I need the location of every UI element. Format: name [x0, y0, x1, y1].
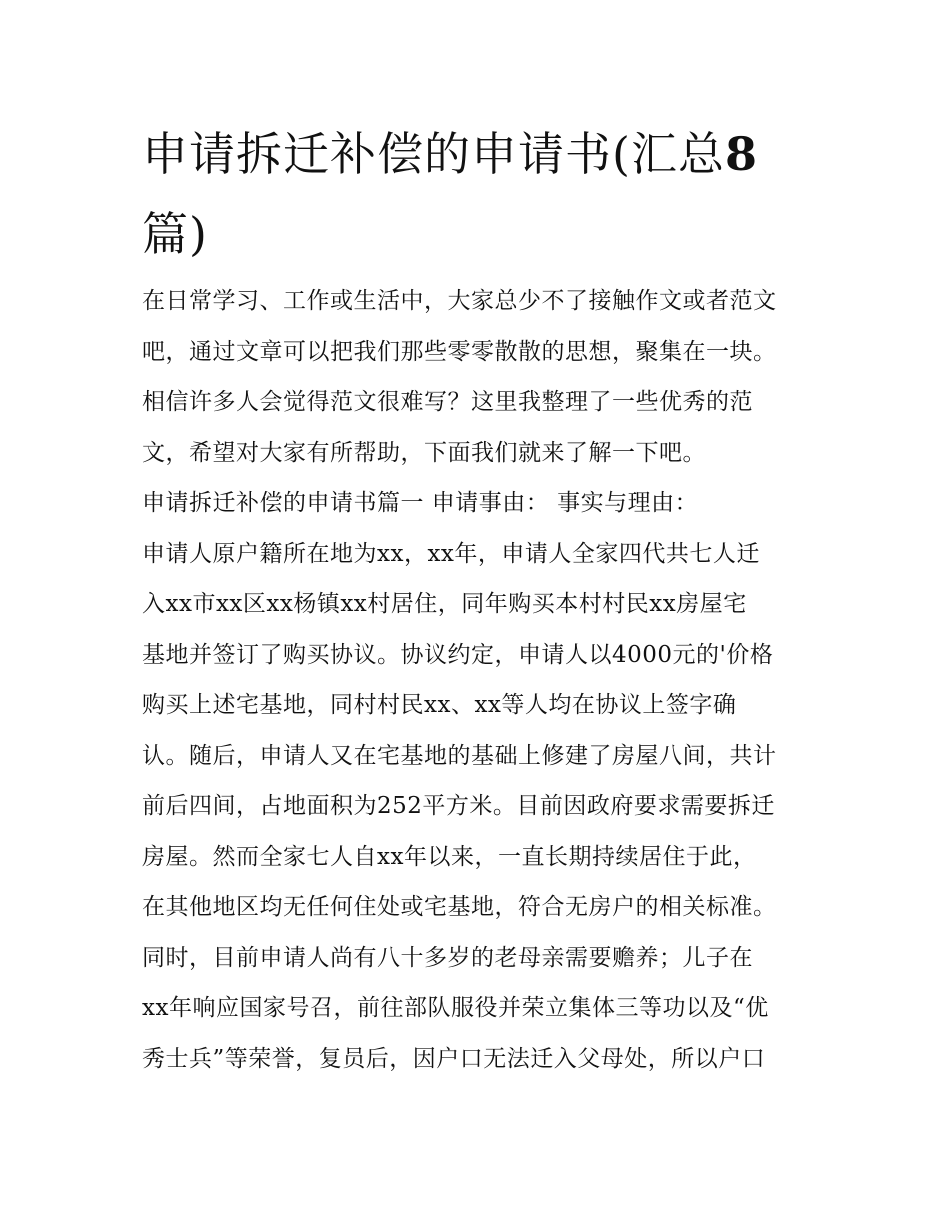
body-line: 在其他地区均无任何住处或宅基地，符合无房户的相关标准。 [142, 894, 777, 920]
body-line: 秀士兵”等荣誉，复员后，因户口无法迁入父母处，所以户口 [142, 1045, 766, 1072]
body-line: 认。随后，申请人又在宅基地的基础上修建了房屋八间，共计 [142, 742, 777, 769]
body-line: 购买上述宅基地，同村村民xx、xx等人均在协议上签字确 [142, 692, 737, 718]
section-heading-line: 申请拆迁补偿的申请书篇一 申请事由： 事实与理由： [142, 490, 699, 516]
body-line: 基地并签订了购买协议。协议约定，申请人以4000元的'价格 [142, 641, 774, 668]
title-number: 8 [724, 127, 758, 181]
title-text: 申请拆迁补偿的申请书(汇总 [142, 127, 725, 181]
body-line: 入xx市xx区xx杨镇xx村居住，同年购买本村村民xx房屋宅 [142, 591, 747, 617]
document-title [142, 114, 822, 274]
body-line: xx年响应国家号召，前往部队服役并荣立集体三等功以及“优 [142, 995, 769, 1021]
body-line: 房屋。然而全家七人自xx年以来，一直长期持续居住于此， [142, 843, 757, 870]
body-line: 在日常学习、工作或生活中，大家总少不了接触作文或者范文 [142, 288, 777, 314]
body-line: 吧，通过文章可以把我们那些零零散散的思想，聚集在一块。 [142, 338, 777, 365]
title-suffix: 篇) [142, 207, 208, 261]
body-line: 文，希望对大家有所帮助，下面我们就来了解一下吧。 [142, 439, 706, 466]
body-line: 同时，目前申请人尚有八十多岁的老母亲需要赡养；儿子在 [142, 944, 753, 971]
body-line: 前后四间，占地面积为252平方米。目前因政府要求需要拆迁 [142, 793, 775, 819]
body-line: 相信许多人会觉得范文很难写？这里我整理了一些优秀的范 [142, 389, 753, 415]
document-body [142, 276, 822, 1084]
body-line: 申请人原户籍所在地为xx，xx年，申请人全家四代共七人迁 [142, 540, 760, 567]
